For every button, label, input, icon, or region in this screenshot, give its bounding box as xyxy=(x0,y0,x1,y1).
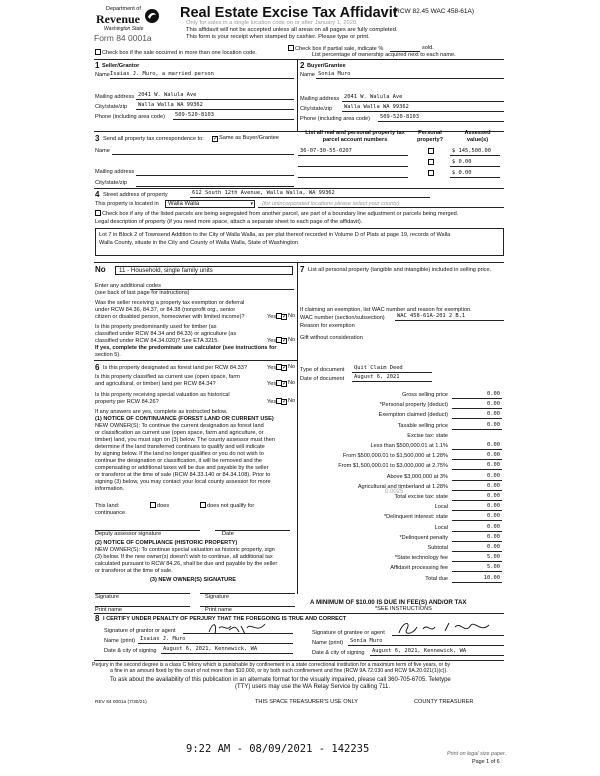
calc-row-label: Less than $500,000.01 at 1.1% xyxy=(370,443,448,449)
calc-row-label: *Personal property (deduct) xyxy=(379,402,448,409)
property-use-value: 11 - Household, single family units xyxy=(119,267,213,274)
property-use-select[interactable] xyxy=(115,266,293,275)
calc-row-label: *Delinquent interest: state xyxy=(383,514,448,521)
calc-row-label: Exemption claimed (deduct) xyxy=(378,412,448,419)
sec5-q2-line4: If yes, complete the predominate use calculator (see instructions for xyxy=(95,345,277,351)
notice-line: or transferor at the time of sale. xyxy=(95,567,173,574)
dept-state: Washington State xyxy=(104,26,144,32)
calc-row-label: Subtotal xyxy=(427,545,448,551)
does-check[interactable] xyxy=(150,502,169,510)
grantee-name-label: Name (print) xyxy=(312,640,344,646)
location-select[interactable] xyxy=(165,200,255,208)
notice-compliance-text xyxy=(95,547,295,575)
notice-line: timber) land, you must sign on (3) below. The county assessor must then xyxy=(95,436,275,443)
calc-row-label: Local xyxy=(434,504,448,511)
sec3-same-check[interactable] xyxy=(212,135,279,142)
grantor-date-city[interactable]: August 6, 2021, Kennewick, WA xyxy=(163,646,258,652)
located-label: This property is located in xyxy=(95,201,159,207)
personal-property-check-1[interactable] xyxy=(428,148,434,154)
add-codes-label: Enter any additional codes xyxy=(95,283,161,289)
doc-date[interactable]: August 6, 2021 xyxy=(354,374,400,380)
sec5-q2-line5: section 5). xyxy=(95,352,121,358)
sec5-q1-line1: Was the seller receiving a property tax exemption or deferral xyxy=(95,300,245,306)
dor-swirl-icon xyxy=(144,8,160,24)
calc-row-value[interactable]: 10.00 xyxy=(483,574,500,581)
notice-line: or transferor at the time of sale (RCW 84.33.140 or 84.34.108). Prior to xyxy=(95,471,271,478)
no-label: No xyxy=(288,337,296,343)
sec6-q3-line1: Is this property receiving special valuation as historical xyxy=(95,392,230,398)
calc-row-label: Total due xyxy=(425,575,448,582)
does-not-check[interactable] xyxy=(200,502,254,510)
dept-revenue: Revenue xyxy=(96,12,140,26)
assessed-value-1[interactable]: $ 145,500.00 xyxy=(452,148,491,154)
calc-row-label: *State technology fee xyxy=(394,555,448,562)
see-instructions: *SEE INSTRUCTIONS xyxy=(375,606,432,612)
calc-row-value[interactable]: 0.00 xyxy=(487,513,500,520)
notice-line: calculated pursuant to RCW 84.26, shall be due and payable by the seller xyxy=(95,560,278,567)
sec6-q1: Is this property designated as forest land per RCW 84.33? xyxy=(103,365,247,371)
calc-row-label: Above $3,000,000 at 3% xyxy=(386,473,448,480)
dept-line1: Department of xyxy=(106,6,141,12)
sec6-q3-no[interactable] xyxy=(281,398,295,405)
calc-row-label: Gross selling price xyxy=(401,392,448,398)
grantee-signature-label: Signature of grantee or agent xyxy=(312,630,385,636)
seller-heading-no: 1 xyxy=(95,61,100,70)
notice-compliance-heading: (2) NOTICE OF COMPLIANCE (HISTORIC PROPERTY) xyxy=(95,540,238,546)
street-address[interactable]: 612 South 12th Avenue, Walla Walla, WA 99362 xyxy=(192,190,335,196)
sold-label: sold. xyxy=(422,45,434,51)
checkbox[interactable] xyxy=(95,210,101,216)
notice-line: or classification as current use (open space, farm and agriculture, or xyxy=(95,429,264,436)
calc-row-value[interactable]: 0.00 xyxy=(487,544,500,550)
list-pct-note: List percentage of ownership acquired next to each name. xyxy=(312,52,456,58)
sec3-city-label: City/state/zip xyxy=(95,180,128,186)
calc-row-label: From $500,000.01 to $1,500,000 at 1.28% xyxy=(342,453,448,460)
calc-row-value[interactable]: 0.00 xyxy=(487,533,500,540)
sec5-q2-line2: classified under RCW 84.34 and 84.33) or agriculture (as xyxy=(95,331,237,337)
calc-row-label: Affidavit processing fee xyxy=(390,565,448,572)
checkbox[interactable] xyxy=(212,136,218,142)
notice-continuance-heading: (1) NOTICE OF CONTINUANCE (FOREST LAND OR CURRENT USE) xyxy=(95,416,274,422)
form-title: Real Estate Excise Tax Affidavit xyxy=(180,5,398,21)
calc-row-label: From $1,500,000.01 to $3,000,000 at 2.75% xyxy=(338,463,448,470)
calc-row-label: Agricultural and timberland at 1.28% xyxy=(357,483,448,490)
grantee-name[interactable]: Sonia Muro xyxy=(350,638,383,644)
sec3-same-label: Same as Buyer/Grantee xyxy=(219,135,280,141)
segregated-check[interactable] xyxy=(95,210,458,218)
sec4-no: 4 xyxy=(95,190,100,199)
sec6-q1-no[interactable] xyxy=(281,364,295,371)
segregated-label: Check box if any of the listed parcels are being segregated from another parcel, are part of a boundary line adjustment or parcels being merged. xyxy=(102,211,459,217)
buyer-mail[interactable]: 2041 W. Walula Ave xyxy=(344,94,403,100)
calc-row-label: Excise tax: state xyxy=(407,432,448,439)
calc-row-label: *Delinquent penalty xyxy=(399,534,448,541)
no-label: No xyxy=(288,398,296,404)
notice-line: NEW OWNER(S): To continue the current designation as forest land xyxy=(95,423,264,429)
buyer-name-label: Name xyxy=(300,72,315,78)
yes-label: Yes xyxy=(267,381,277,387)
owner-print-name-label-2: Print name xyxy=(205,607,233,613)
page-number: Page 1 of 6 xyxy=(472,759,500,765)
deputy-date-label: Date xyxy=(222,531,234,537)
see-back-note: (see back of last page for instructions) xyxy=(95,290,190,296)
notice-line: NEW OWNER(S): To continue special valuation as historic property, sign xyxy=(95,547,275,553)
certify-statement: I CERTIFY UNDER PENALTY OF PERJURY THAT THE FOREGOING IS TRUE AND CORRECT xyxy=(103,616,347,622)
treasurer-use-only: THIS SPACE TREASURER'S USE ONLY xyxy=(255,699,359,705)
perjury-line-2: a fine in an amount fixed by the court of not more than $10,000, or by both such confinement and fine (RCW 9A.72.030 and RCW 9A.20.021(1)(c)). xyxy=(110,668,448,674)
calc-row-label: Taxable selling price xyxy=(397,422,448,429)
calc-row-value[interactable]: 0.00 xyxy=(487,452,500,459)
yes-label: Yes xyxy=(267,338,277,344)
buyer-phone[interactable]: 509-520-8103 xyxy=(380,114,419,120)
checkbox[interactable] xyxy=(281,365,287,371)
sec8-no: 8 xyxy=(95,614,100,623)
calc-row-value[interactable]: 0.00 xyxy=(487,442,500,448)
sec5-q1-line2: under RCW 84.36, 84.37, or 84.38 (nonprofit org., senior xyxy=(95,307,236,313)
doc-type[interactable]: Quit Claim Deed xyxy=(354,365,403,371)
sec5-q2-line3: classified under RCW 84.34.020)? See ETA 3215. xyxy=(95,338,219,344)
seller-city-label: City/state/zip xyxy=(95,104,128,110)
buyer-heading: Buyer/Grantee xyxy=(307,63,346,69)
location-value: Walla Walla xyxy=(168,201,200,207)
calc-row-value[interactable]: 0.00 xyxy=(487,503,500,510)
calc-row-value[interactable]: 0.00 xyxy=(487,493,500,499)
continuance-label: continuance. xyxy=(95,510,127,516)
sec6-q2-no[interactable] xyxy=(281,380,295,387)
sec5-q2-line1: Is this property predominantly used for timber (as xyxy=(95,324,217,330)
unincorporated-note: (for unincorporated locations please select your county) xyxy=(262,201,400,207)
wac-number[interactable]: WAC 458-61A-201 2 B.1 xyxy=(397,313,466,319)
doc-date-label: Date of document xyxy=(300,376,345,382)
sec6-q3-line2: property per RCW 84.26? xyxy=(95,399,159,405)
no-label: No xyxy=(288,380,296,386)
grantee-date-label: Date & city of signing xyxy=(312,650,365,656)
form-title-ref: (RCW 82.45 WAC 458-61A) xyxy=(393,8,475,15)
sec5-q1-no[interactable] xyxy=(281,313,295,320)
multi-location-check[interactable] xyxy=(95,49,257,57)
buyer-city[interactable]: Walla Walla WA 99362 xyxy=(344,104,409,110)
sec7-no: 7 xyxy=(300,265,305,274)
exemption-claim-label: If claiming an exemption, list WAC number and reason for exemption. xyxy=(300,307,472,313)
cashier-stamp: 9:22 AM - 08/09/2021 - 142235 xyxy=(186,743,370,755)
calc-row-value[interactable]: 0.00 xyxy=(487,421,500,428)
buyer-phone-label: Phone (including area code) xyxy=(300,116,370,122)
legal-line-2: Walla County, situate in the City and County of Walla Walla, State of Washington xyxy=(99,240,298,246)
checkbox[interactable] xyxy=(200,502,206,508)
assessed-value-2[interactable]: $ 0.00 xyxy=(452,159,472,165)
notice-line: by signing below. If the land no longer qualifies or you do not wish to xyxy=(95,450,264,457)
buyer-city-label: City/state/zip xyxy=(300,106,333,112)
does-label: does xyxy=(157,503,170,509)
chevron-down-icon: ▾ xyxy=(250,201,253,207)
checkbox[interactable] xyxy=(281,314,287,320)
seller-city[interactable]: Walla Walla WA 99362 xyxy=(138,102,203,108)
calc-row-value[interactable]: 0.00 xyxy=(487,482,500,489)
grantor-date-label: Date & city of signing xyxy=(104,648,157,654)
seller-phone[interactable]: 509-520-8103 xyxy=(175,112,214,118)
parcel-number[interactable]: 36-07-30-55-0207 xyxy=(300,148,352,154)
local-rate: 0.0025 xyxy=(385,489,404,495)
sec6-q2-line2: and agricultural, or timber) land per RCW 84.34? xyxy=(95,381,216,387)
seller-mail-label: Mailing address xyxy=(95,94,135,100)
no-label: No xyxy=(288,313,296,319)
notice-continuance-text xyxy=(95,423,295,493)
reason-label: Reason for exemption xyxy=(300,323,355,329)
calc-row-value[interactable]: 5.00 xyxy=(487,564,500,571)
seller-name[interactable]: Isaias J. Muro, a married person xyxy=(110,71,214,77)
county-treasurer: COUNTY TREASURER xyxy=(414,699,474,705)
legal-line-1: Lot 7 in Block 2 of Townsend Addition to the City of Walla Walla, as per plat thereof recorded in Volume D of Plats at page 19, records of Walla xyxy=(99,232,451,238)
calc-row-value[interactable]: 0.00 xyxy=(487,523,500,530)
multi-location-label: Check box if the sale occurred in more than one location code. xyxy=(102,50,257,56)
grantor-signature[interactable] xyxy=(205,620,275,638)
checkbox[interactable] xyxy=(288,45,294,51)
sec6-no: 6 xyxy=(95,363,100,372)
checkbox[interactable] xyxy=(150,502,156,508)
receipt-note: This form is your receipt when stamped by cashier. Please type or print. xyxy=(186,34,370,40)
form-number: Form 84 0001a xyxy=(94,33,152,43)
grantee-signature[interactable] xyxy=(395,619,495,639)
checkbox[interactable] xyxy=(281,381,287,387)
seller-name-label: Name xyxy=(95,72,110,78)
grantor-signature-label: Signature of grantor or agent xyxy=(104,628,176,634)
sec3-mail-label: Mailing address xyxy=(95,169,135,175)
alt-format-line-2: (TTY) users may use the WA Relay Service by calling 711. xyxy=(235,684,391,690)
assessed-value-3[interactable]: $ 0.00 xyxy=(452,170,472,176)
yes-label: Yes xyxy=(267,314,277,320)
calc-row-value[interactable]: 0.00 xyxy=(487,462,500,469)
sec6-ifany: If any answers are yes, complete as instructed below. xyxy=(95,409,228,415)
checkbox[interactable] xyxy=(281,338,287,344)
completion-note: This affidavit will not be accepted unless all areas on all pages are fully completed. xyxy=(186,27,398,33)
deputy-signature-label: Deputy assessor signature xyxy=(95,531,162,537)
grantor-name-label: Name (print) xyxy=(104,638,136,644)
grantor-name[interactable]: Isaias J. Muro xyxy=(140,636,186,642)
notice-line: signing (3) below, you may contact your local county assessor for more xyxy=(95,478,271,485)
legal-desc-label: Legal description of property (if you need more space, attach a separate sheet to each page of the affidavit). xyxy=(95,219,363,225)
calc-row-value[interactable]: 0.00 xyxy=(487,411,500,418)
owner-print-name-label-1: Print name xyxy=(95,607,123,613)
does-not-label: does not qualify for xyxy=(207,503,255,509)
wac-label: WAC number (section/subsection) xyxy=(300,315,385,321)
seller-phone-label: Phone (including area code) xyxy=(95,114,165,120)
checkbox[interactable] xyxy=(95,49,101,55)
notice-line: continue the designation or classification, it will be removed and the xyxy=(95,457,262,464)
revision-number: REV 84 0001a (7/30/21) xyxy=(95,700,147,705)
buyer-mail-label: Mailing address xyxy=(300,96,340,102)
personal-property-check-2[interactable] xyxy=(428,159,434,165)
street-label: Street address of property xyxy=(103,192,168,198)
sec7-text: List all personal property (tangible and intangible) included in selling price. xyxy=(308,267,492,273)
buyer-heading-no: 2 xyxy=(300,61,305,70)
sec3-name-label: Name xyxy=(95,148,110,154)
sec5-q2-no[interactable] xyxy=(281,337,295,344)
buyer-name[interactable]: Sonia Muro xyxy=(318,71,351,77)
exemption-reason[interactable]: Gift without consideration xyxy=(300,335,363,341)
checkbox[interactable] xyxy=(281,399,287,405)
legal-paper-note: Print on legal size paper. xyxy=(447,751,507,757)
notice-line: information. xyxy=(95,485,125,492)
minimum-due-note: A MINIMUM OF $10.00 IS DUE IN FEE(S) AND/OR TAX xyxy=(310,599,467,606)
sec3-no: 3 xyxy=(95,134,100,143)
grantee-date-city[interactable]: August 6, 2021, Kennewick, WA xyxy=(372,648,467,654)
personal-property-check-3[interactable] xyxy=(428,170,434,176)
assessed-col-header: Assessed value(s) xyxy=(464,130,491,143)
yes-label: Yes xyxy=(267,365,277,371)
owner-signature-label-1: Signature xyxy=(95,594,119,600)
yes-label: Yes xyxy=(267,399,277,405)
no-label: No xyxy=(288,364,296,370)
sec6-q2-line1: Is this property classified as current use (open space, farm xyxy=(95,374,240,380)
owner-signature-label-2: Signature xyxy=(205,594,229,600)
notice-line: determine if the land transferred continues to qualify and will indicate xyxy=(95,443,265,450)
notice-line: compensating or additional taxes will be due and payable by the seller xyxy=(95,464,269,471)
notice-line: (3) below. If the new owner(s) doesn't wish to continue, all additional tax xyxy=(95,553,273,560)
calc-row-label: Total excise tax: state xyxy=(394,494,448,500)
seller-heading: Seller/Grantor xyxy=(102,63,140,69)
personal-col-header: Personal property? xyxy=(416,130,444,143)
legal-description[interactable] xyxy=(95,228,504,256)
doc-type-label: Type of document xyxy=(300,367,345,373)
new-owner-signature-heading: (3) NEW OWNER(S) SIGNATURE xyxy=(150,577,236,583)
calc-row-label: Local xyxy=(434,524,448,531)
partial-sale-label: Check box if partial sale, indicate % xyxy=(295,46,384,52)
seller-mail[interactable]: 2041 W. Walula Ave xyxy=(138,92,197,98)
perjury-line-1: Perjury in the second degree is a class C felony which is punishable by confinement in a state correctional institution for a maximum term of five years, or by xyxy=(92,662,451,668)
calc-row-value[interactable]: 5.00 xyxy=(487,554,500,561)
sec5-q1-line3: citizen or disabled person, homeowner with limited income)? xyxy=(95,314,245,320)
calc-row-value[interactable]: 0.00 xyxy=(487,472,500,479)
single-location-note: Only for sales in a single location code on or after January 1, 2020. xyxy=(186,20,358,26)
calc-row-value[interactable]: 0.00 xyxy=(487,391,500,397)
dor-logo xyxy=(88,6,178,48)
parcel-col-header: List all real and personal property tax parcel account numbers xyxy=(305,130,405,143)
calc-row-value[interactable]: 0.00 xyxy=(487,401,500,408)
this-land-label: This land: xyxy=(95,503,120,509)
sec5-no: No xyxy=(95,265,106,274)
alt-format-line-1: To ask about the availability of this publication in an alternate format for the visually impaired, please call 360-705-6705. Teletype xyxy=(110,677,451,683)
sec3-text: Send all property tax correspondence to: xyxy=(103,136,204,142)
